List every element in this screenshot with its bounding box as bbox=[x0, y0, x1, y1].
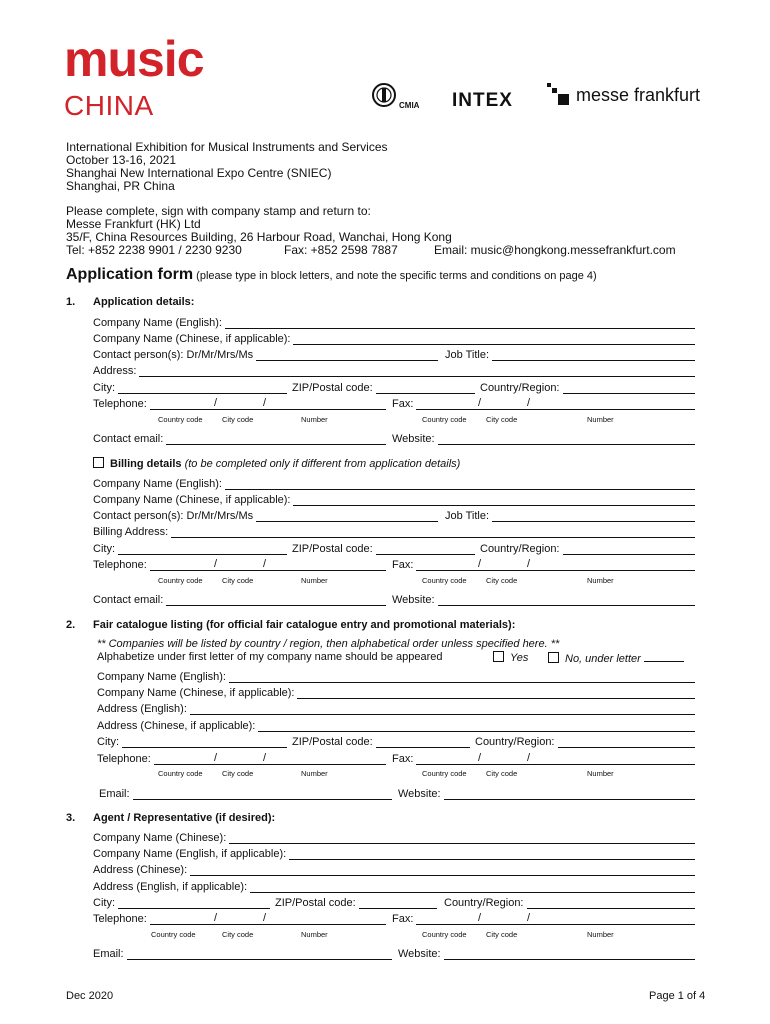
billing-company-cn-field[interactable]: Company Name (Chinese, if applicable): bbox=[93, 492, 695, 506]
billing-website-field[interactable]: Website: bbox=[392, 592, 695, 606]
alphabetize-question: Alphabetize under first letter of my company name should be appeared bbox=[97, 651, 443, 663]
event-line: Shanghai, PR China bbox=[66, 179, 175, 193]
agent-zip-field[interactable]: ZIP/Postal code: bbox=[275, 895, 437, 909]
fax-country-code-hint: Country code bbox=[422, 930, 467, 939]
tel-slash: / bbox=[263, 397, 267, 409]
event-info bbox=[66, 141, 388, 193]
billing-checkbox[interactable] bbox=[93, 457, 104, 468]
cat-company-en-field[interactable]: Company Name (English): bbox=[97, 669, 695, 683]
yes-option[interactable]: Yes bbox=[493, 651, 528, 664]
tel-country-code-hint: Country code bbox=[158, 576, 203, 585]
letter-field[interactable] bbox=[644, 651, 684, 662]
messe-text: messe frankfurt bbox=[576, 84, 701, 105]
company-en-field[interactable]: Company Name (English): bbox=[93, 315, 695, 329]
tel-number-hint: Number bbox=[301, 415, 328, 424]
cat-city-field[interactable]: City: bbox=[97, 734, 287, 748]
event-line: October 13-16, 2021 bbox=[66, 153, 177, 167]
return-line: 35/F, China Resources Building, 26 Harbour Road, Wanchai, Hong Kong bbox=[66, 230, 452, 244]
agent-address-en-field[interactable]: Address (English, if applicable): bbox=[93, 879, 695, 893]
tel-city-code-hint: City code bbox=[222, 769, 254, 778]
tel-country-code-hint: Country code bbox=[151, 930, 196, 939]
tel-slash: / bbox=[214, 912, 218, 924]
no-option[interactable]: No, under letter bbox=[548, 651, 684, 665]
telephone-field[interactable]: Telephone: bbox=[93, 396, 386, 410]
tel-slash: / bbox=[214, 558, 218, 570]
fax-slash: / bbox=[478, 558, 482, 570]
fax-city-code-hint: City code bbox=[486, 576, 518, 585]
billing-telephone-field[interactable]: Telephone: bbox=[93, 557, 386, 571]
section-title: Application details: bbox=[93, 296, 195, 308]
fax-city-code-hint: City code bbox=[486, 769, 518, 778]
return-line: Please complete, sign with company stamp and return to: bbox=[66, 204, 371, 218]
city-field[interactable]: City: bbox=[93, 380, 287, 394]
catalogue-note: ** Companies will be listed by country / region, then alphabetical order unless specified here. ** bbox=[97, 638, 560, 650]
return-email: Email: music@hongkong.messefrankfurt.com bbox=[434, 243, 676, 257]
tel-number-hint: Number bbox=[301, 576, 328, 585]
billing-city-field[interactable]: City: bbox=[93, 541, 287, 555]
cat-country-field[interactable]: Country/Region: bbox=[475, 734, 695, 748]
tel-number-hint: Number bbox=[301, 769, 328, 778]
fax-city-code-hint: City code bbox=[486, 415, 518, 424]
country-field[interactable]: Country/Region: bbox=[480, 380, 695, 394]
billing-zip-field[interactable]: ZIP/Postal code: bbox=[292, 541, 475, 555]
footer-page: Page 1 of 4 bbox=[649, 990, 706, 1002]
billing-company-en-field[interactable]: Company Name (English): bbox=[93, 476, 695, 490]
intex-logo: INTEX bbox=[452, 90, 513, 111]
tel-slash: / bbox=[263, 558, 267, 570]
fax-field[interactable]: Fax: bbox=[392, 396, 695, 410]
website-field[interactable]: Website: bbox=[392, 431, 695, 445]
china-logo: CHINA bbox=[64, 90, 154, 121]
cat-address-cn-field[interactable]: Address (Chinese, if applicable): bbox=[97, 718, 695, 732]
job-title-field[interactable]: Job Title: bbox=[445, 347, 695, 361]
billing-fax-field[interactable]: Fax: bbox=[392, 557, 695, 571]
company-cn-field[interactable]: Company Name (Chinese, if applicable): bbox=[93, 331, 695, 345]
agent-address-cn-field[interactable]: Address (Chinese): bbox=[93, 862, 695, 876]
tel-slash: / bbox=[214, 752, 218, 764]
cat-address-en-field[interactable]: Address (English): bbox=[97, 701, 695, 715]
billing-contact-email-field[interactable]: Contact email: bbox=[93, 592, 386, 606]
contact-person-field[interactable]: Contact person(s): Dr/Mr/Mrs/Ms bbox=[93, 347, 438, 361]
tel-country-code-hint: Country code bbox=[158, 769, 203, 778]
billing-country-field[interactable]: Country/Region: bbox=[480, 541, 695, 555]
return-line: Messe Frankfurt (HK) Ltd bbox=[66, 217, 201, 231]
agent-email-field[interactable]: Email: bbox=[93, 946, 392, 960]
fax-city-code-hint: City code bbox=[486, 930, 518, 939]
footer-date: Dec 2020 bbox=[66, 990, 114, 1002]
messe-logo bbox=[546, 82, 700, 108]
cat-zip-field[interactable]: ZIP/Postal code: bbox=[292, 734, 470, 748]
fax-number-hint: Number bbox=[587, 415, 614, 424]
cat-company-cn-field[interactable]: Company Name (Chinese, if applicable): bbox=[97, 685, 695, 699]
billing-job-field[interactable]: Job Title: bbox=[445, 508, 695, 522]
fax-country-code-hint: Country code bbox=[422, 415, 467, 424]
address-field[interactable]: Address: bbox=[93, 363, 695, 377]
cat-email-field[interactable]: Email: bbox=[99, 786, 392, 800]
section-number: 2. bbox=[66, 619, 76, 631]
tel-city-code-hint: City code bbox=[222, 576, 254, 585]
fax-number-hint: Number bbox=[587, 930, 614, 939]
billing-header[interactable]: Billing details (to be completed only if different from application details) bbox=[93, 457, 460, 470]
section-number: 1. bbox=[66, 296, 76, 308]
tel-slash: / bbox=[263, 912, 267, 924]
section-number: 3. bbox=[66, 812, 76, 824]
agent-telephone-field[interactable]: Telephone: bbox=[93, 911, 386, 925]
tel-country-code-hint: Country code bbox=[158, 415, 203, 424]
billing-address-field[interactable]: Billing Address: bbox=[93, 524, 695, 538]
fax-slash: / bbox=[478, 752, 482, 764]
agent-company-en-field[interactable]: Company Name (English, if applicable): bbox=[93, 846, 695, 860]
music-logo: music bbox=[64, 31, 204, 87]
fax-number-hint: Number bbox=[587, 576, 614, 585]
contact-email-field[interactable]: Contact email: bbox=[93, 431, 386, 445]
billing-contact-field[interactable]: Contact person(s): Dr/Mr/Mrs/Ms bbox=[93, 508, 438, 522]
agent-website-field[interactable]: Website: bbox=[398, 946, 695, 960]
fax-country-code-hint: Country code bbox=[422, 769, 467, 778]
event-line: International Exhibition for Musical Instruments and Services bbox=[66, 140, 388, 154]
tel-city-code-hint: City code bbox=[222, 415, 254, 424]
return-fax: Fax: +852 2598 7887 bbox=[284, 243, 398, 257]
fax-number-hint: Number bbox=[587, 769, 614, 778]
agent-company-cn-field[interactable]: Company Name (Chinese): bbox=[93, 830, 695, 844]
tel-city-code-hint: City code bbox=[222, 930, 254, 939]
tel-slash: / bbox=[214, 397, 218, 409]
no-checkbox[interactable] bbox=[548, 652, 559, 663]
fax-slash: / bbox=[478, 912, 482, 924]
yes-checkbox[interactable] bbox=[493, 651, 504, 662]
tel-number-hint: Number bbox=[301, 930, 328, 939]
messe-mark-icon bbox=[546, 82, 570, 108]
return-tel: Tel: +852 2238 9901 / 2230 9230 bbox=[66, 243, 242, 257]
return-info bbox=[66, 205, 706, 257]
agent-fax-field[interactable]: Fax: bbox=[392, 911, 695, 925]
fax-slash: / bbox=[478, 397, 482, 409]
cat-fax-field[interactable]: Fax: bbox=[392, 751, 695, 765]
agent-city-field[interactable]: City: bbox=[93, 895, 270, 909]
fax-slash: / bbox=[527, 752, 531, 764]
fax-slash: / bbox=[527, 558, 531, 570]
cat-website-field[interactable]: Website: bbox=[398, 786, 695, 800]
agent-country-field[interactable]: Country/Region: bbox=[444, 895, 695, 909]
cmia-logo bbox=[371, 80, 429, 119]
cmia-text: CMIA bbox=[399, 101, 420, 110]
tel-slash: / bbox=[263, 752, 267, 764]
event-line: Shanghai New International Expo Centre (SNIEC) bbox=[66, 166, 332, 180]
section-title: Agent / Representative (if desired): bbox=[93, 812, 276, 824]
section-title: Fair catalogue listing (for official fair catalogue entry and promotional materials): bbox=[93, 619, 516, 631]
fax-country-code-hint: Country code bbox=[422, 576, 467, 585]
cat-telephone-field[interactable]: Telephone: bbox=[97, 751, 386, 765]
fax-slash: / bbox=[527, 912, 531, 924]
form-title: Application form (please type in block letters, and note the specific terms and conditions on page 4) bbox=[66, 266, 597, 283]
fax-slash: / bbox=[527, 397, 531, 409]
zip-field[interactable]: ZIP/Postal code: bbox=[292, 380, 475, 394]
